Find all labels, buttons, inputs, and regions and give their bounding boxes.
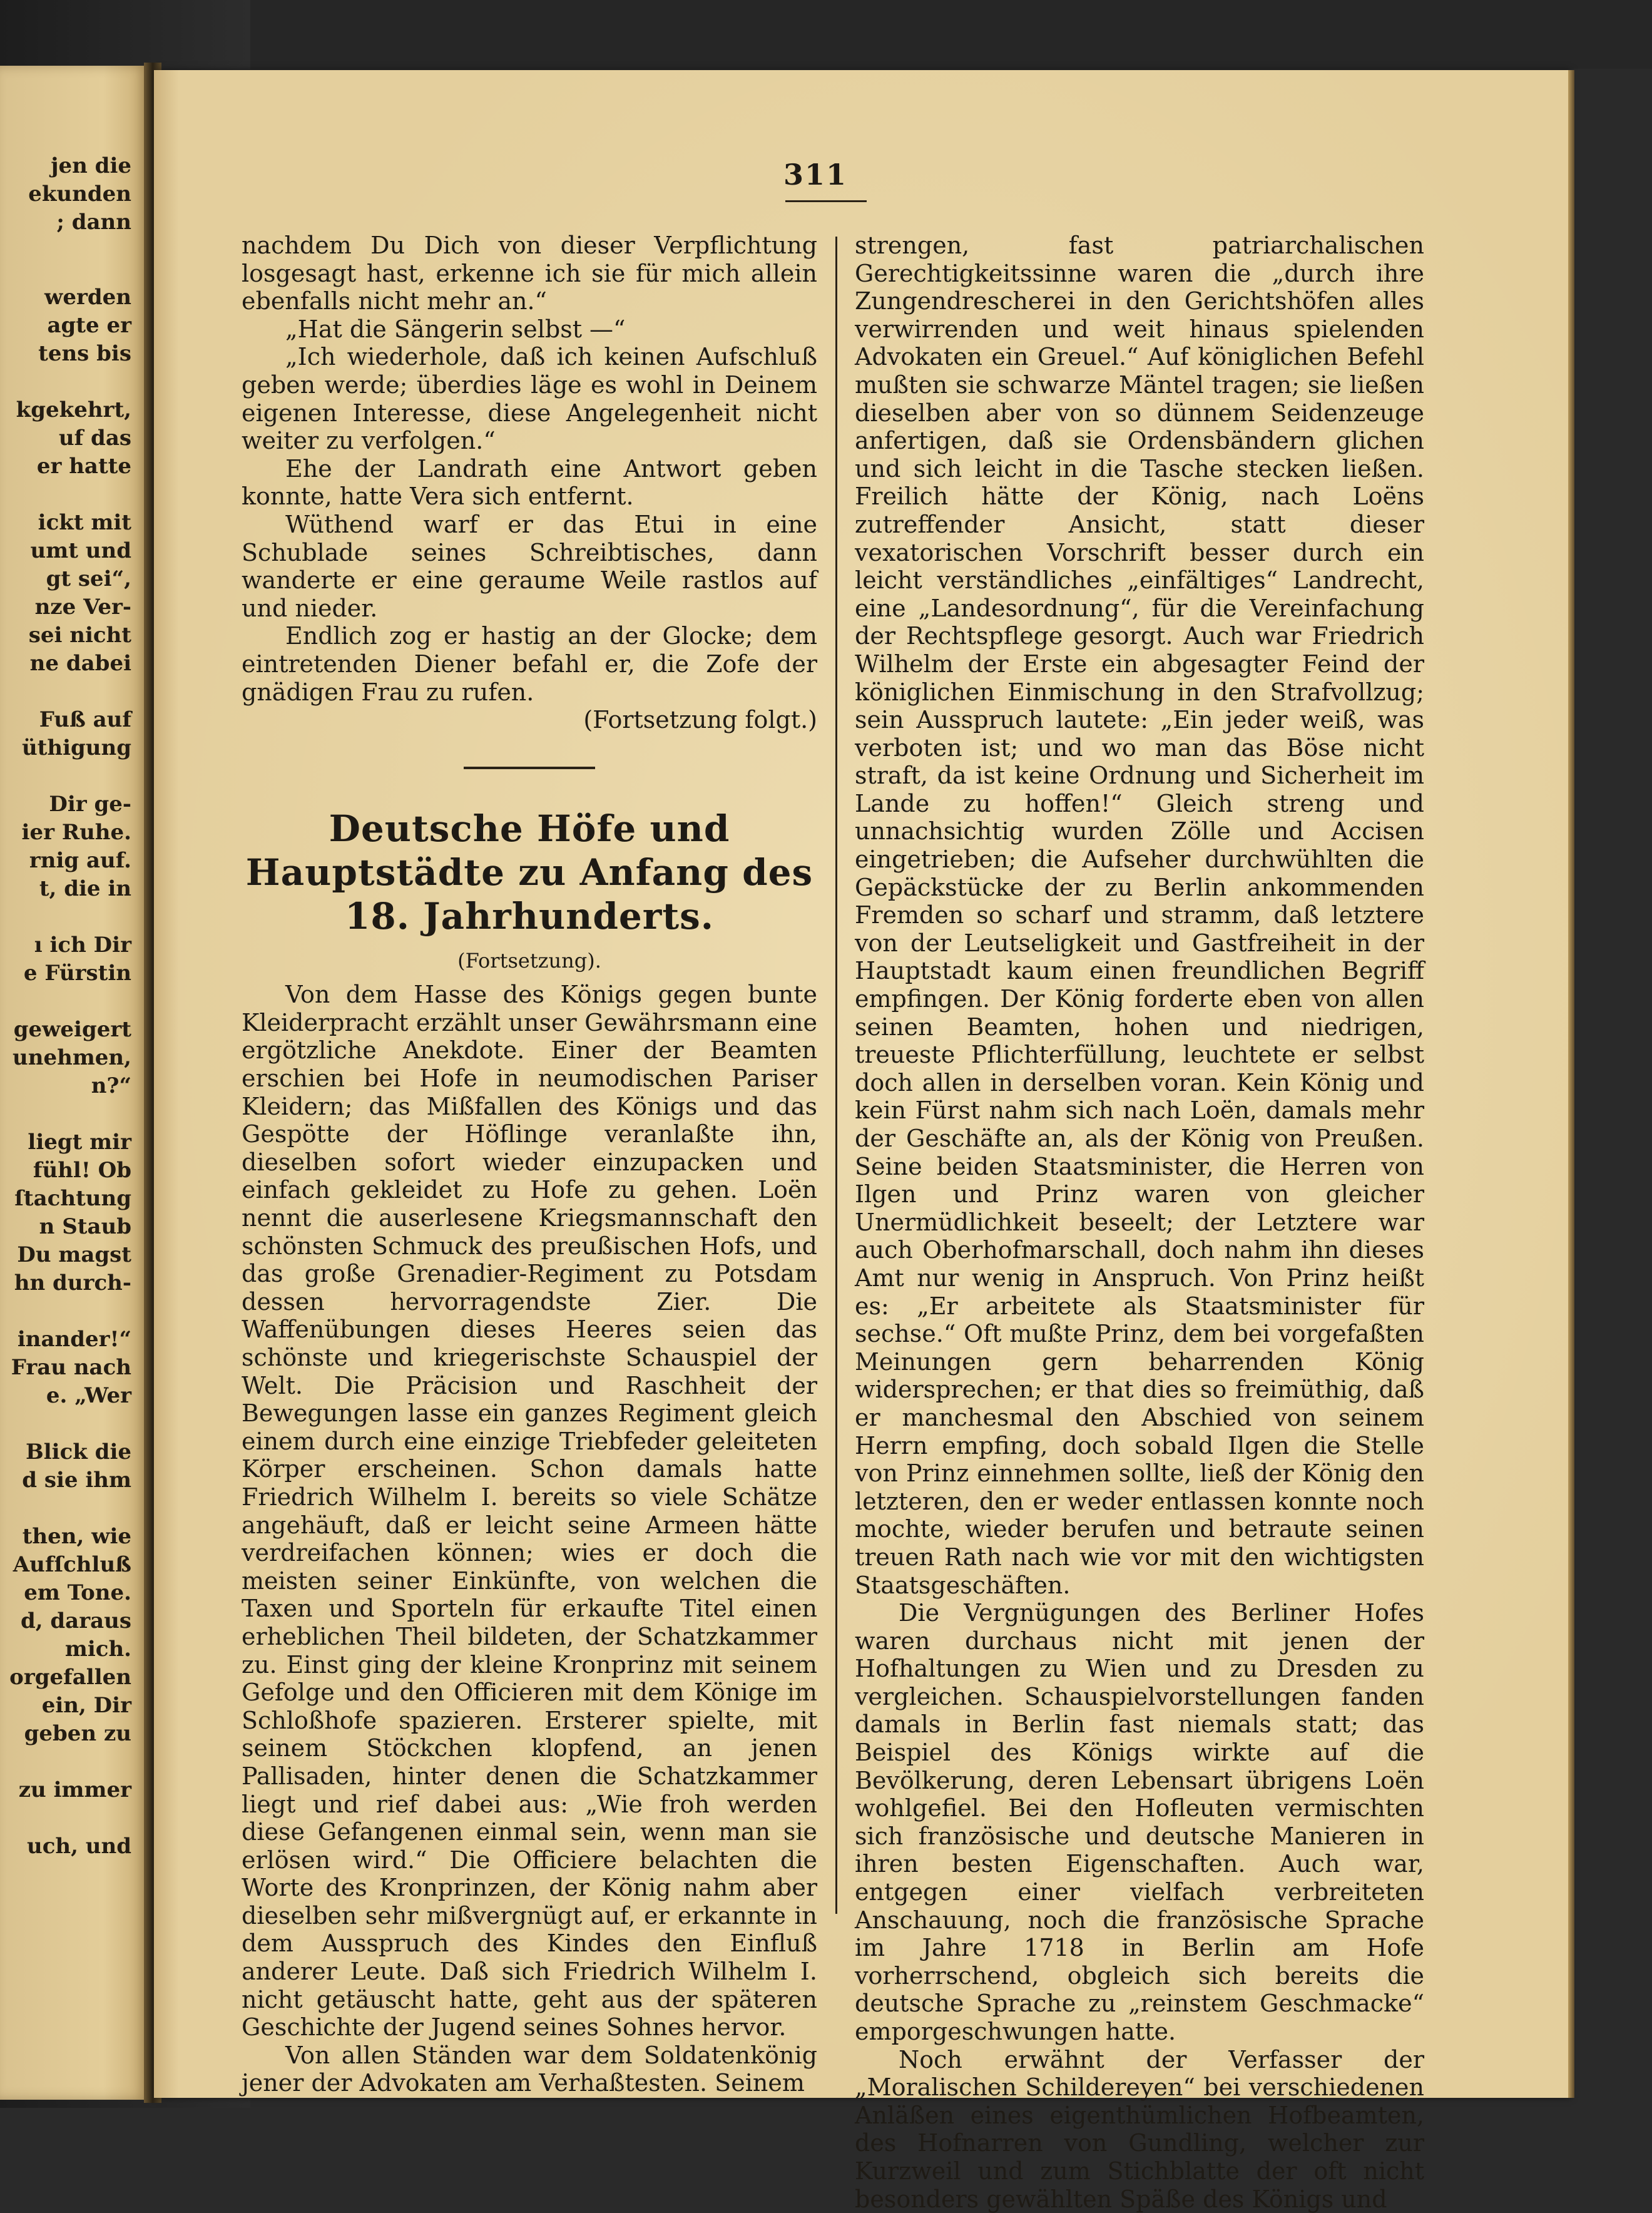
previous-page-line-fragment: Blick die (26, 1439, 131, 1464)
previous-page-line-fragment: e. „Wer (46, 1383, 131, 1408)
previous-page-line-fragment: agte er (47, 313, 131, 338)
previous-page-line-fragment: tens bis (38, 341, 131, 366)
previous-page-line-fragment: sei nicht (28, 623, 131, 648)
previous-page-line-fragment: er hatte (36, 454, 131, 479)
continuation-note: (Fortsetzung folgt.) (583, 706, 817, 734)
previous-page-line-fragment: uch, und (26, 1834, 131, 1859)
previous-page-line-fragment: d sie ihm (22, 1468, 131, 1493)
previous-page-line-fragment: liegt mir (28, 1130, 131, 1155)
previous-page-line-fragment: ickt mit (38, 510, 131, 535)
previous-page-line-fragment: Aufſchluß (13, 1552, 131, 1577)
previous-page-line-fragment: nze Ver- (34, 595, 131, 620)
previous-page-line-fragment: e Fürstin (23, 961, 131, 986)
section-separator (464, 767, 595, 769)
story-paragraph: Ehe der Landrath eine Antwort geben konnte, hatte Vera sich entfernt. (242, 454, 817, 511)
page-edge (1568, 70, 1574, 2098)
previous-page-line-fragment: Frau nach (11, 1355, 131, 1380)
previous-page-line-fragment: gt sei“, (46, 566, 131, 591)
previous-page-edge (0, 66, 148, 2100)
previous-page-line-fragment: üthigung (21, 735, 131, 760)
previous-page-line-fragment: rnig auf. (29, 848, 131, 873)
article-paragraph: Die Vergnügungen des Berliner Hofes waren durchaus nicht mit jenen der Hofhaltungen zu Wien und zu Dresden zu vergleichen. Schauspielvorstellungen fanden damals in Berlin fast niemals statt; das Beispiel des Königs wirkte auf die Bevölkerung, deren Lebensart übrigens Loën wohlgefiel. Bei den Hofleuten vermischten sich französische und deutsche Manieren in ihren besten Eigenschaften. Auch war, entgegen einer vielfach verbreiteten Anschauung, noch die französische Sprache im Jahre 1718 in Berlin am Hofe vorherrschend, obgleich sich bereits die deutsche Sprache zu „reinstem Geschmacke“ emporgeschwungen hatte. (855, 1599, 1424, 2045)
previous-page-line-fragment: then, wie (22, 1524, 131, 1549)
page-number: 311 (783, 158, 848, 192)
previous-page-line-fragment: ekunden (28, 181, 131, 207)
left-column (242, 232, 817, 2097)
previous-page-line-fragment: mich. (64, 1637, 131, 1662)
story-paragraph: nachdem Du Dich von dieser Verpflichtung losgesagt hast, erkenne ich sie für mich allein ebenfalls nicht mehr an.“ (242, 232, 817, 315)
previous-page-line-fragment: t, die in (39, 876, 131, 901)
previous-page-line-fragment: jen die (51, 153, 131, 178)
article-title: Deutsche Höfe und Hauptstädte zu Anfang des 18. Jahrhunderts. (245, 807, 813, 938)
previous-page-line-fragment: ne dabei (29, 651, 131, 676)
article-paragraph: Von allen Ständen war dem Soldatenkönig jener der Advokaten am Verhaßtesten. Seinem (242, 2041, 817, 2097)
column-divider (835, 237, 837, 1914)
previous-page-line-fragment: werden (44, 285, 131, 310)
story-paragraph: „Ich wiederhole, daß ich keinen Aufschluß geben werde; überdies läge es wohl in Deinem eigenen Interesse, diese Angelegenheit nicht weiter zu verfolgen.“ (242, 343, 817, 455)
article-paragraph: strengen, fast patriarchalischen Gerechtigkeitssinne waren die „durch ihre Zungendrescherei in den Gerichtshöfen alles verwirrenden und weit hinaus spielenden Advokaten ein Greuel.“ Auf königlichen Befehl mußten sie schwarze Mäntel tragen; sie ließen dieselben aber von so dünnem Seidenzeuge anfertigen, daß sie Ordensbändern glichen und sich leicht in die Tasche stecken ließen. Freilich hätte der König, nach Loëns zutreffender Ansicht, statt dieser vexatorischen Vorschrift besser durch ein leicht verständliches „einfältiges“ Landrecht, eine „Landesordnung“, für die Vereinfachung der Rechtspflege gesorgt. Auch war Friedrich Wilhelm der Erste ein abgesagter Feind der königlichen Einmischung in den Strafvollzug; sein Ausspruch lautete: „Ein jeder weiß, was verboten ist; und wo man das Böse nicht straft, da ist keine Ordnung und Sicherheit im Lande zu hoffen!“ Gleich streng und unnachsichtig wurden Zölle und Accisen eingetrieben; die Aufseher durchwühlten die Gepäckstücke der zu Berlin ankommenden Fremden so scharf und stramm, daß letztere von der Leutseligkeit und Gastfreiheit in der Hauptstadt kaum einen freundlichen Begriff empfingen. Der König forderte eben von allen seinen Beamten, hohen und niedrigen, treueste Pflichterfüllung, leuchtete er selbst doch allen in derselben voran. Kein König und kein Fürst nahm sich nach Loën, damals mehr der Geschäfte an, als der König von Preußen. Seine beiden Staatsminister, die Herren von Ilgen und Prinz waren von gleicher Unermüdlichkeit beseelt; der Letztere war auch Oberhofmarschall, doch nahm ihn dieses Amt nur wenig in Anspruch. Von Prinz heißt es: „Er arbeitete als Staatsminister für sechse.“ Oft mußte Prinz, dem bei vorgefaßten Meinungen gern beharrenden König widersprechen; er that dies so freimüthig, daß er manchesmal den Abschied von seinem Herrn empfing, doch sobald Ilgen die Stelle von Prinz einnehmen sollte, ließ der König den letzteren, den er weder entlassen konnte noch mochte, wieder berufen und betraute seinen treuen Rath nach wie vor mit den wichtigsten Staatsgeschäften. (855, 232, 1424, 1599)
previous-page-line-fragment: unehmen, (13, 1045, 131, 1070)
previous-page-line-fragment: Dir ge- (49, 792, 131, 817)
previous-page-line-fragment: fühl! Ob (33, 1158, 131, 1183)
right-column (855, 232, 1424, 2213)
story-paragraph: „Hat die Sängerin selbst —“ (285, 315, 626, 343)
article-paragraph: Von dem Hasse des Königs gegen bunte Kleiderpracht erzählt unser Gewährsmann eine ergötzliche Anekdote. Einer der Beamten erschien bei Hofe in neumodischen Pariser Kleidern; das Mißfallen des Königs und das Gespötte der Höflinge veranlaßte ihn, dieselben sofort wieder einzupacken und einfach gekleidet zu Hofe zu gehen. Loën nennt die auserlesene Kriegsmannschaft den schönsten Schmuck des preußischen Hofs, und das große Grenadier-Regiment zu Potsdam dessen hervorragendste Zier. Die Waffenübungen dieses Heeres seien das schönste und kriegerischste Schauspiel der Welt. Die Präcision und Raschheit der Bewegungen lasse ein ganzes Regiment gleich einem durch eine einzige Triebfeder geleiteten Körper erscheinen. Schon damals hatte Friedrich Wilhelm I. bereits so viele Schätze angehäuft, daß er leicht seine Armeen hätte verdreifachen können; wies er doch die meisten seiner Einkünfte, von welchen die Taxen und Sporteln für erkaufte Titel einen erheblichen Theil bildeten, der Schatzkammer zu. Einst ging der kleine Kronprinz mit seinem Gefolge und den Officieren mit dem Könige im Schloßhofe spazieren. Ersterer spielte, mit seinem Stöckchen klopfend, an jenen Pallisaden, hinter denen die Schatzkammer liegt und rief dabei aus: „Wie froh werden diese Gefangenen einmal sein, wenn man sie erlösen wird.“ Die Officiere belachten die Worte des Kronprinzen, der König nahm aber dieselben sehr mißvergnügt auf, er erkannte in dem Ausspruch des Kindes den Einfluß anderer Leute. Daß sich Friedrich Wilhelm I. nicht getäuscht hatte, geht aus der späteren Geschichte der Jugend seines Sohnes hervor. (242, 981, 817, 2042)
article-subtitle: (Fortsetzung). (457, 948, 601, 973)
previous-page-line-fragment: Du magst (17, 1242, 131, 1267)
previous-page-line-fragment: ; dann (56, 210, 131, 235)
previous-page-line-fragment: ier Ruhe. (21, 820, 131, 845)
previous-page-line-fragment: hn durch- (14, 1270, 131, 1296)
previous-page-line-fragment: d, daraus (20, 1608, 131, 1633)
previous-page-line-fragment: Fuß auf (39, 707, 131, 732)
previous-page-line-fragment: uf das (58, 426, 131, 451)
previous-page-line-fragment: orgefallen (9, 1665, 131, 1690)
previous-page-line-fragment: umt und (30, 538, 131, 563)
header-rule (785, 200, 867, 202)
previous-page-line-fragment: ı ich Dir (34, 933, 131, 958)
previous-page-line-fragment: inander!“ (17, 1327, 131, 1352)
previous-page-line-fragment: n?“ (91, 1073, 131, 1098)
article-paragraph: Noch erwähnt der Verfasser der „Moralischen Schildereyen“ bei verschiedenen Anläßen eines eigenthümlichen Hofbeamten, des Hofnarren von Gundling, welcher zur Kurzweil und zum Stichblatte der oft nicht besonders gewählten Späße des Königs und (855, 2045, 1424, 2213)
previous-page-line-fragment: geben zu (24, 1721, 131, 1746)
previous-page-line-fragment: zu immer (18, 1777, 131, 1802)
story-paragraph: Endlich zog er hastig an der Glocke; dem eintretenden Diener befahl er, die Zofe der gnädigen Frau zu rufen. (242, 622, 817, 706)
story-paragraph: Wüthend warf er das Etui in eine Schublade seines Schreibtisches, dann wanderte er eine geraume Weile rastlos auf und nieder. (242, 510, 817, 622)
previous-page-line-fragment: em Tone. (24, 1580, 131, 1605)
previous-page-line-fragment: ein, Dir (41, 1693, 131, 1718)
previous-page-line-fragment: n Staub (39, 1214, 131, 1239)
previous-page-line-fragment: ſtachtung (14, 1186, 131, 1211)
previous-page-line-fragment: geweigert (13, 1017, 131, 1042)
previous-page-line-fragment: kgekehrt, (16, 397, 131, 422)
